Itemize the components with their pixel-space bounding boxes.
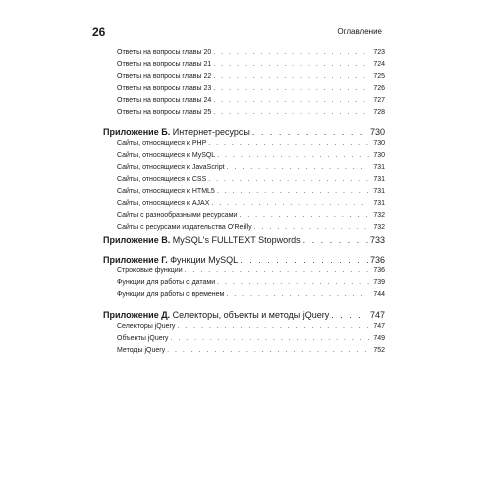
- dot-leader: [252, 127, 368, 137]
- dot-leader: [213, 97, 369, 104]
- appendix-title: Селекторы, объекты и методы jQuery: [172, 310, 330, 320]
- toc-label: Сайты, относящиеся к CSS: [117, 176, 207, 183]
- toc-page-number: 728: [373, 109, 385, 116]
- dot-leader: [177, 323, 369, 330]
- toc-entry: [117, 188, 385, 198]
- toc-page-number: 730: [373, 140, 385, 147]
- toc-entry: [117, 335, 385, 345]
- dot-leader: [185, 267, 369, 274]
- dot-leader: [170, 335, 369, 342]
- toc-entry: [117, 267, 385, 277]
- toc-entry: [117, 323, 385, 333]
- dot-leader: [303, 235, 368, 245]
- toc-label: [103, 127, 250, 137]
- toc-entry: [117, 176, 385, 186]
- toc-label: Ответы на вопросы главы 20: [117, 49, 212, 56]
- toc-page-number: 752: [373, 347, 385, 354]
- toc-appendix: [103, 127, 385, 140]
- toc-entry: [117, 109, 385, 119]
- toc-entry: [117, 152, 385, 162]
- toc-page-number: 744: [373, 291, 385, 298]
- toc-label: Сайты, относящиеся к PHP: [117, 140, 207, 147]
- dot-leader: [226, 291, 369, 298]
- running-header: Оглавление: [337, 27, 382, 36]
- toc-page-number: 732: [373, 212, 385, 219]
- dot-leader: [331, 310, 368, 320]
- toc-page-number: 731: [373, 200, 385, 207]
- toc-label: [103, 235, 301, 245]
- toc-label: Ответы на вопросы главы 25: [117, 109, 212, 116]
- toc-label: Ответы на вопросы главы 24: [117, 97, 212, 104]
- dot-leader: [208, 176, 369, 183]
- toc-entry: [117, 347, 385, 357]
- toc-entry: [117, 291, 385, 301]
- toc-page-number: 731: [373, 164, 385, 171]
- toc-entry: [117, 61, 385, 71]
- dot-leader: [254, 224, 369, 231]
- appendix-prefix: Приложение Д.: [103, 310, 171, 320]
- dot-leader: [213, 109, 369, 116]
- dot-leader: [211, 200, 369, 207]
- toc-entry: [117, 224, 385, 234]
- toc-label: Ответы на вопросы главы 23: [117, 85, 212, 92]
- toc-page-number: 732: [373, 224, 385, 231]
- toc-entry: [117, 49, 385, 59]
- toc-page-number: 726: [373, 85, 385, 92]
- toc-label: Объекты jQuery: [117, 335, 169, 342]
- toc-label: Сайты с ресурсами издательства O'Reilly: [117, 224, 252, 231]
- toc-label: Сайты, относящиеся к AJAX: [117, 200, 210, 207]
- dot-leader: [213, 85, 369, 92]
- toc-page-number: 736: [369, 255, 385, 265]
- appendix-prefix: Приложение Г.: [103, 255, 168, 265]
- toc-page-number: 727: [373, 97, 385, 104]
- dot-leader: [213, 61, 369, 68]
- dot-leader: [217, 279, 369, 286]
- toc-page-number: 731: [373, 176, 385, 183]
- toc-page-number: 730: [373, 152, 385, 159]
- dot-leader: [217, 152, 369, 159]
- toc-page-number: 724: [373, 61, 385, 68]
- dot-leader: [213, 49, 369, 56]
- toc-page-number: 723: [373, 49, 385, 56]
- page-number: 26: [92, 25, 106, 39]
- toc-page-number: 736: [373, 267, 385, 274]
- appendix-title: Интернет-ресурсы: [172, 127, 250, 137]
- toc-appendix: [103, 310, 385, 323]
- toc-label: [103, 310, 329, 320]
- dot-leader: [208, 140, 369, 147]
- dot-leader: [217, 188, 369, 195]
- toc-label: Функции для работы с датами: [117, 279, 216, 286]
- toc-page-number: 747: [373, 323, 385, 330]
- dot-leader: [240, 255, 368, 265]
- toc-label: Сайты, относящиеся к JavaScript: [117, 164, 225, 171]
- appendix-prefix: Приложение В.: [103, 235, 171, 245]
- toc-label: Методы jQuery: [117, 347, 166, 354]
- toc-appendix: [103, 235, 385, 248]
- toc-page-number: 725: [373, 73, 385, 80]
- appendix-title: Функции MySQL: [170, 255, 239, 265]
- toc-label: Сайты с разнообразными ресурсами: [117, 212, 238, 219]
- toc-entry: [117, 212, 385, 222]
- toc-entry: [117, 97, 385, 107]
- toc-page-number: 733: [369, 235, 385, 245]
- dot-leader: [167, 347, 369, 354]
- toc-page-number: 749: [373, 335, 385, 342]
- toc-entry: [117, 164, 385, 174]
- dot-leader: [213, 73, 369, 80]
- toc-entry: [117, 85, 385, 95]
- toc-label: Функции для работы с временем: [117, 291, 225, 298]
- toc-page-number: 747: [369, 310, 385, 320]
- toc-entry: [117, 279, 385, 289]
- toc-entry: [117, 200, 385, 210]
- toc-label: [103, 255, 238, 265]
- toc-label: Сайты, относящиеся к MySQL: [117, 152, 216, 159]
- dot-leader: [239, 212, 369, 219]
- toc-entry: [117, 73, 385, 83]
- toc-label: Ответы на вопросы главы 21: [117, 61, 212, 68]
- toc-entry: [117, 140, 385, 150]
- toc-label: Сайты, относящиеся к HTML5: [117, 188, 215, 195]
- toc-label: Ответы на вопросы главы 22: [117, 73, 212, 80]
- toc-label: Строковые функции: [117, 267, 183, 274]
- toc-page-number: 739: [373, 279, 385, 286]
- appendix-title: MySQL's FULLTEXT Stopwords: [172, 235, 301, 245]
- toc-page-number: 730: [369, 127, 385, 137]
- toc-label: Селекторы jQuery: [117, 323, 176, 330]
- appendix-prefix: Приложение Б.: [103, 127, 171, 137]
- dot-leader: [227, 164, 369, 171]
- toc-page-number: 731: [373, 188, 385, 195]
